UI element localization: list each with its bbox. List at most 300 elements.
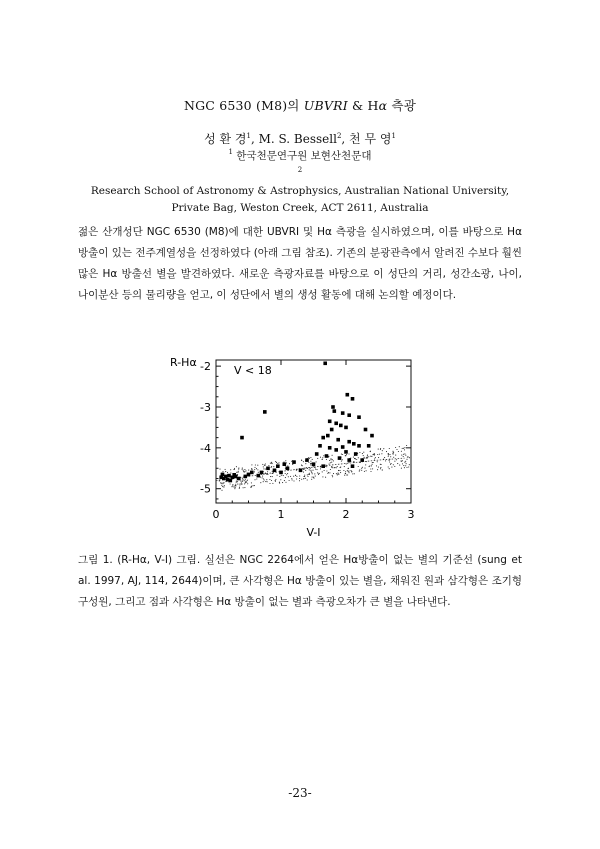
emission-star-marker: [276, 464, 280, 468]
star-dot: [263, 478, 264, 479]
star-dot: [293, 476, 294, 477]
star-dot: [309, 474, 310, 475]
star-dot: [251, 464, 252, 465]
star-dot: [305, 470, 306, 471]
star-dot: [287, 473, 288, 474]
star-dot: [281, 475, 282, 476]
emission-star-marker: [232, 473, 236, 477]
star-dot: [222, 482, 223, 483]
star-dot: [275, 480, 276, 481]
emission-star-marker: [347, 440, 351, 444]
star-dot: [242, 469, 243, 470]
star-dot: [262, 464, 263, 465]
star-dot: [333, 460, 334, 461]
emission-star-marker: [321, 436, 325, 440]
star-dot: [237, 472, 238, 473]
star-dot: [267, 471, 268, 472]
star-dot: [401, 455, 402, 456]
star-dot: [244, 480, 245, 481]
star-dot: [408, 456, 409, 457]
star-dot: [272, 476, 273, 477]
star-dot: [243, 487, 244, 488]
background-stars: [219, 445, 410, 491]
star-dot: [317, 458, 318, 459]
page-title: [0, 96, 600, 114]
emission-star-marker: [227, 474, 231, 478]
star-dot: [345, 455, 346, 456]
star-dot: [360, 462, 361, 463]
star-dot: [256, 478, 257, 479]
star-dot: [288, 476, 289, 477]
emission-star-marker: [299, 469, 303, 473]
star-dot: [275, 479, 276, 480]
star-dot: [310, 461, 311, 462]
y-tick-label: -5: [200, 482, 211, 496]
star-dot: [222, 471, 223, 472]
star-dot: [241, 482, 242, 483]
star-dot: [234, 485, 235, 486]
star-dot: [312, 473, 313, 474]
star-dot: [219, 469, 220, 470]
star-dot: [308, 457, 309, 458]
x-tick-label: 2: [342, 508, 350, 521]
star-dot: [378, 457, 379, 458]
emission-star-marker: [347, 413, 351, 417]
star-dot: [353, 461, 354, 462]
star-dot: [236, 482, 237, 483]
star-dot: [342, 454, 343, 455]
plot-frame: [216, 360, 411, 503]
star-dot: [277, 475, 278, 476]
star-dot: [312, 459, 313, 460]
star-dot: [399, 465, 400, 466]
emission-star-marker: [328, 420, 332, 424]
star-dot: [348, 472, 349, 473]
star-dot: [251, 487, 252, 488]
star-dot: [389, 454, 390, 455]
author-name: , 천 무 영: [341, 132, 392, 146]
star-dot: [285, 482, 286, 483]
star-dot: [225, 471, 226, 472]
star-dot: [329, 464, 330, 465]
star-dot: [310, 470, 311, 471]
title-text: NGC 6530 (M8)의: [183, 98, 304, 113]
star-dot: [389, 461, 390, 462]
star-dot: [244, 471, 245, 472]
star-dot: [342, 459, 343, 460]
star-dot: [266, 479, 267, 480]
star-dot: [230, 483, 231, 484]
star-dot: [263, 466, 264, 467]
figure-caption: 그림 1. (R-Hα, V-I) 그림. 실선은 NGC 2264에서 얻은 Hα방출이 없는 별의 기준선 (sung et al. 1997, AJ, 114, 2644)이며, 큰 사각형은 Hα 방출이 있는 별을, 채워진 원과 삼각형은 조기형 구성원, 그리고 점과 사각형은 Hα 방출이 없는 별과 측광오차가 큰 별을 나타낸다.: [78, 554, 522, 608]
emission-star-marker: [273, 469, 277, 473]
star-dot: [322, 459, 323, 460]
emission-star-marker: [219, 476, 223, 480]
star-dot: [276, 462, 277, 463]
star-dot: [254, 485, 255, 486]
star-dot: [336, 467, 337, 468]
star-dot: [256, 468, 257, 469]
star-dot: [366, 461, 367, 462]
star-dot: [319, 473, 320, 474]
star-dot: [388, 454, 389, 455]
star-dot: [369, 465, 370, 466]
star-dot: [401, 460, 402, 461]
y-tick-label: -3: [200, 400, 211, 414]
star-dot: [377, 469, 378, 470]
star-dot: [382, 469, 383, 470]
star-dot: [384, 457, 385, 458]
star-dot: [405, 461, 406, 462]
star-dot: [307, 474, 308, 475]
emission-star-marker: [344, 450, 348, 454]
star-dot: [401, 468, 402, 469]
star-dot: [291, 461, 292, 462]
star-dot: [247, 483, 248, 484]
star-dot: [389, 460, 390, 461]
star-dot: [333, 473, 334, 474]
star-dot: [245, 481, 246, 482]
x-tick-label: 0: [212, 508, 220, 521]
star-dot: [363, 455, 364, 456]
star-dot: [311, 479, 312, 480]
affiliation-1: [0, 148, 600, 165]
emission-star-marker: [229, 479, 233, 483]
star-dot: [406, 463, 407, 464]
star-dot: [254, 467, 255, 468]
star-dot: [366, 470, 367, 471]
emission-star-marker: [279, 471, 283, 475]
star-dot: [388, 456, 389, 457]
star-dot: [391, 467, 392, 468]
star-dot: [353, 457, 354, 458]
emission-star-marker: [247, 473, 251, 477]
star-dot: [289, 463, 290, 464]
author-list: [0, 130, 600, 147]
star-dot: [227, 472, 228, 473]
star-dot: [312, 470, 313, 471]
star-dot: [404, 447, 405, 448]
star-dot: [385, 460, 386, 461]
star-dot: [257, 465, 258, 466]
affiliation-text: Research School of Astronomy & Astrophysics, Australian National University,: [90, 185, 510, 197]
affiliation-marker: 1: [228, 148, 233, 156]
star-dot: [345, 471, 346, 472]
star-dot: [232, 485, 233, 486]
star-dot: [332, 475, 333, 476]
star-dot: [395, 455, 396, 456]
star-dot: [404, 453, 405, 454]
star-dot: [374, 454, 375, 455]
star-dot: [275, 461, 276, 462]
star-dot: [287, 465, 288, 466]
star-dot: [359, 452, 360, 453]
star-dot: [364, 468, 365, 469]
star-dot: [280, 479, 281, 480]
star-dot: [267, 481, 268, 482]
star-dot: [251, 482, 252, 483]
star-dot: [402, 448, 403, 449]
star-dot: [340, 466, 341, 467]
emission-star-marker: [315, 452, 319, 456]
star-dot: [303, 461, 304, 462]
author-name: , M. S. Bessell: [250, 132, 337, 146]
star-dot: [309, 473, 310, 474]
emission-star-marker: [334, 448, 338, 452]
star-dot: [301, 465, 302, 466]
star-dot: [394, 466, 395, 467]
star-dot: [235, 484, 236, 485]
star-dot: [304, 475, 305, 476]
star-dot: [376, 465, 377, 466]
star-dot: [358, 466, 359, 467]
star-dot: [362, 453, 363, 454]
star-dot: [332, 476, 333, 477]
star-dot: [375, 457, 376, 458]
star-dot: [251, 468, 252, 469]
star-dot: [233, 469, 234, 470]
star-dot: [331, 466, 332, 467]
star-dot: [236, 472, 237, 473]
star-dot: [367, 457, 368, 458]
star-dot: [270, 463, 271, 464]
star-dot: [291, 478, 292, 479]
star-dot: [219, 480, 220, 481]
star-dot: [221, 490, 222, 491]
star-dot: [405, 465, 406, 466]
star-dot: [344, 466, 345, 467]
star-dot: [265, 463, 266, 464]
y-axis-label: R-Hα: [170, 356, 197, 369]
star-dot: [254, 479, 255, 480]
star-dot: [337, 472, 338, 473]
star-dot: [320, 468, 321, 469]
star-dot: [225, 469, 226, 470]
star-dot: [409, 457, 410, 458]
star-dot: [386, 451, 387, 452]
emission-star-marker: [370, 434, 374, 438]
star-dot: [320, 457, 321, 458]
star-dot: [241, 483, 242, 484]
data-markers: [219, 362, 373, 483]
star-dot: [296, 478, 297, 479]
star-dot: [387, 453, 388, 454]
star-dot: [238, 467, 239, 468]
star-dot: [309, 469, 310, 470]
star-dot: [223, 482, 224, 483]
star-dot: [374, 458, 375, 459]
star-dot: [394, 461, 395, 462]
star-dot: [327, 473, 328, 474]
star-dot: [402, 463, 403, 464]
star-dot: [403, 465, 404, 466]
star-dot: [402, 460, 403, 461]
emission-star-marker: [312, 462, 316, 466]
star-dot: [312, 477, 313, 478]
star-dot: [368, 456, 369, 457]
star-dot: [378, 467, 379, 468]
star-dot: [273, 466, 274, 467]
emission-star-marker: [237, 477, 241, 481]
star-dot: [279, 476, 280, 477]
star-dot: [270, 476, 271, 477]
star-dot: [260, 482, 261, 483]
star-dot: [240, 483, 241, 484]
star-dot: [238, 469, 239, 470]
emission-star-marker: [339, 424, 343, 428]
star-dot: [269, 479, 270, 480]
emission-star-marker: [240, 436, 244, 440]
star-dot: [348, 468, 349, 469]
star-dot: [404, 462, 405, 463]
affiliation-text: 한국천문연구원 보현산천문대: [232, 150, 372, 162]
star-dot: [313, 477, 314, 478]
star-dot: [303, 478, 304, 479]
star-dot: [366, 457, 367, 458]
title-suffix: 측광: [387, 98, 417, 113]
star-dot: [399, 446, 400, 447]
star-dot: [303, 476, 304, 477]
emission-star-marker: [325, 454, 329, 458]
affiliation-line-1: [0, 166, 600, 200]
star-dot: [308, 474, 309, 475]
star-dot: [230, 472, 231, 473]
star-dot: [221, 483, 222, 484]
star-dot: [322, 476, 323, 477]
star-dot: [245, 479, 246, 480]
star-dot: [251, 469, 252, 470]
star-dot: [404, 449, 405, 450]
star-dot: [323, 455, 324, 456]
star-dot: [244, 487, 245, 488]
star-dot: [377, 461, 378, 462]
star-dot: [236, 466, 237, 467]
affiliation-marker: 2: [336, 132, 342, 140]
y-tick-label: -4: [200, 441, 211, 455]
star-dot: [252, 485, 253, 486]
star-dot: [260, 477, 261, 478]
star-dot: [326, 470, 327, 471]
star-dot: [307, 468, 308, 469]
star-dot: [242, 468, 243, 469]
emission-star-marker: [347, 458, 351, 462]
star-dot: [337, 474, 338, 475]
star-dot: [370, 468, 371, 469]
star-dot: [278, 462, 279, 463]
star-dot: [315, 469, 316, 470]
star-dot: [406, 445, 407, 446]
star-dot: [237, 484, 238, 485]
star-dot: [265, 469, 266, 470]
star-dot: [320, 466, 321, 467]
star-dot: [403, 456, 404, 457]
star-dot: [358, 457, 359, 458]
emission-star-marker: [364, 428, 368, 432]
emission-star-marker: [346, 393, 350, 397]
star-dot: [263, 468, 264, 469]
star-dot: [242, 481, 243, 482]
star-dot: [266, 474, 267, 475]
star-dot: [242, 478, 243, 479]
star-dot: [305, 478, 306, 479]
star-dot: [344, 475, 345, 476]
star-dot: [285, 473, 286, 474]
affiliation-marker: 2: [297, 166, 303, 174]
star-dot: [233, 486, 234, 487]
emission-star-marker: [331, 405, 335, 409]
star-dot: [326, 459, 327, 460]
star-dot: [328, 456, 329, 457]
star-dot: [272, 473, 273, 474]
star-dot: [380, 468, 381, 469]
star-dot: [363, 452, 364, 453]
emission-star-marker: [283, 462, 287, 466]
star-dot: [318, 474, 319, 475]
star-dot: [292, 479, 293, 480]
emission-star-marker: [286, 467, 290, 471]
star-dot: [388, 466, 389, 467]
star-dot: [267, 474, 268, 475]
emission-star-marker: [257, 474, 261, 478]
star-dot: [258, 472, 259, 473]
star-dot: [346, 463, 347, 464]
affiliation-2: [0, 166, 600, 217]
emission-star-marker: [323, 362, 327, 366]
star-dot: [350, 470, 351, 471]
star-dot: [355, 458, 356, 459]
emission-star-marker: [341, 411, 345, 415]
star-dot: [315, 476, 316, 477]
emission-star-marker: [367, 444, 371, 448]
x-tick-label: 3: [407, 508, 415, 521]
star-dot: [262, 476, 263, 477]
star-dot: [331, 462, 332, 463]
star-dot: [404, 467, 405, 468]
star-dot: [305, 463, 306, 464]
star-dot: [329, 472, 330, 473]
star-dot: [255, 464, 256, 465]
star-dot: [313, 466, 314, 467]
star-dot: [377, 454, 378, 455]
star-dot: [307, 476, 308, 477]
star-dot: [254, 471, 255, 472]
star-dot: [347, 470, 348, 471]
star-dot: [392, 451, 393, 452]
star-dot: [370, 451, 371, 452]
star-dot: [406, 459, 407, 460]
star-dot: [329, 460, 330, 461]
star-dot: [325, 464, 326, 465]
star-dot: [244, 483, 245, 484]
emission-star-marker: [244, 475, 248, 479]
emission-star-marker: [260, 471, 264, 475]
star-dot: [409, 464, 410, 465]
star-dot: [395, 447, 396, 448]
star-dot: [396, 449, 397, 450]
star-dot: [236, 481, 237, 482]
star-dot: [231, 486, 232, 487]
star-dot: [364, 471, 365, 472]
star-dot: [224, 485, 225, 486]
star-dot: [279, 482, 280, 483]
star-dot: [393, 452, 394, 453]
star-dot: [303, 469, 304, 470]
star-dot: [332, 459, 333, 460]
title-filter-set: UBVRI: [303, 98, 348, 113]
star-dot: [246, 482, 247, 483]
emission-star-marker: [328, 446, 332, 450]
star-dot: [339, 470, 340, 471]
